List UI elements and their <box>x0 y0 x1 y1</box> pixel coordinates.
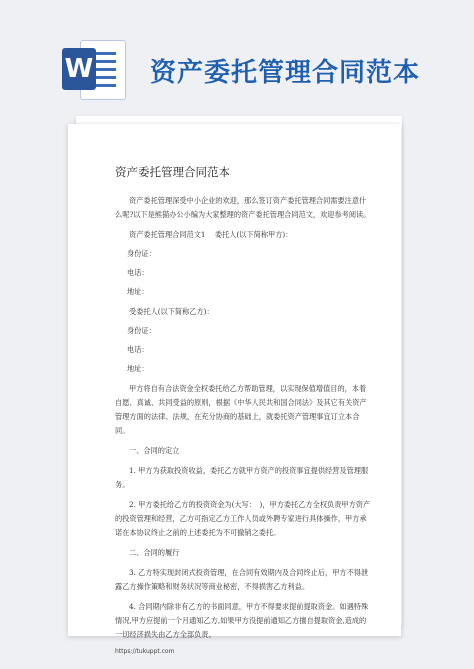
party-b-heading: 受委托人(以下简称乙方)： <box>129 307 214 316</box>
word-badge: W <box>62 48 96 90</box>
intro-paragraph: 资产委托管理深受中小企业的欢迎，那么签订资产委托管理合同需要注意什么呢?以下是熊猫办公小编为大家整理的资产委托管理合同范文，欢迎参考阅读。 <box>115 196 371 219</box>
document-title: 资产委托管理合同范本 <box>115 165 230 179</box>
clause-paragraph: 1. 甲方为获取投资收益，委托乙方就甲方资产的投资事宜提供经营及管理服务。 <box>115 466 369 489</box>
sample-heading: 资产委托管理合同范文1 委托人(以下简称甲方)： <box>129 230 293 239</box>
source-url: https://tukuppt.com <box>115 648 175 655</box>
word-document-icon <box>62 40 128 100</box>
party-b-id-field: 身份证： <box>127 326 156 335</box>
party-b-address-field: 地址： <box>127 364 149 373</box>
page-title: 资产委托管理合同范本 <box>150 58 421 88</box>
party-b-phone-field: 电话： <box>127 345 149 354</box>
preamble-paragraph: 甲方将自有合法资金全权委托给乙方帮助管理，以实现保值增值目的，本着自愿、真诚、共同受益的原则，根据《中华人民共和国合同法》及其它有关资产管理方面的法律、法规，在充分协商的基础上，就委托资产管理事宜订立本合同。 <box>115 384 367 435</box>
party-a-id-field: 身份证： <box>127 249 156 258</box>
party-a-phone-field: 电话： <box>127 268 149 277</box>
header <box>0 0 474 112</box>
party-a-address-field: 地址： <box>127 287 149 296</box>
document-page <box>68 124 401 655</box>
section-heading: 一、合同的定立 <box>129 446 180 455</box>
clause-paragraph: 3. 乙方特实现封闭式投资管理，在合同有效期内及合同终止后，甲方不得泄露乙方操作策略和财务状况等商业秘密，不得损害乙方利益。 <box>115 568 369 591</box>
clause-paragraph: 2. 甲方委托给乙方的投资资金为(大写： )，甲方委托乙方全权负责甲方资产的投资管理和经营，乙方可指定乙方工作人员或外聘专家进行具体操作，甲方承诺在本协议终止之前的上述委托为不可撤销之委托。 <box>115 500 371 537</box>
section-heading: 二、合同的履行 <box>129 548 180 557</box>
document-body <box>115 164 373 655</box>
clause-paragraph: 4. 合同期内除非有乙方的书面同意，甲方不得要求提前提取资金。如遇特殊情况,甲方应提前一个月通知乙方,如果甲方没提前通知乙方擅自提取资金,造成的一切经济损失由乙方全部负责。 <box>115 602 369 639</box>
